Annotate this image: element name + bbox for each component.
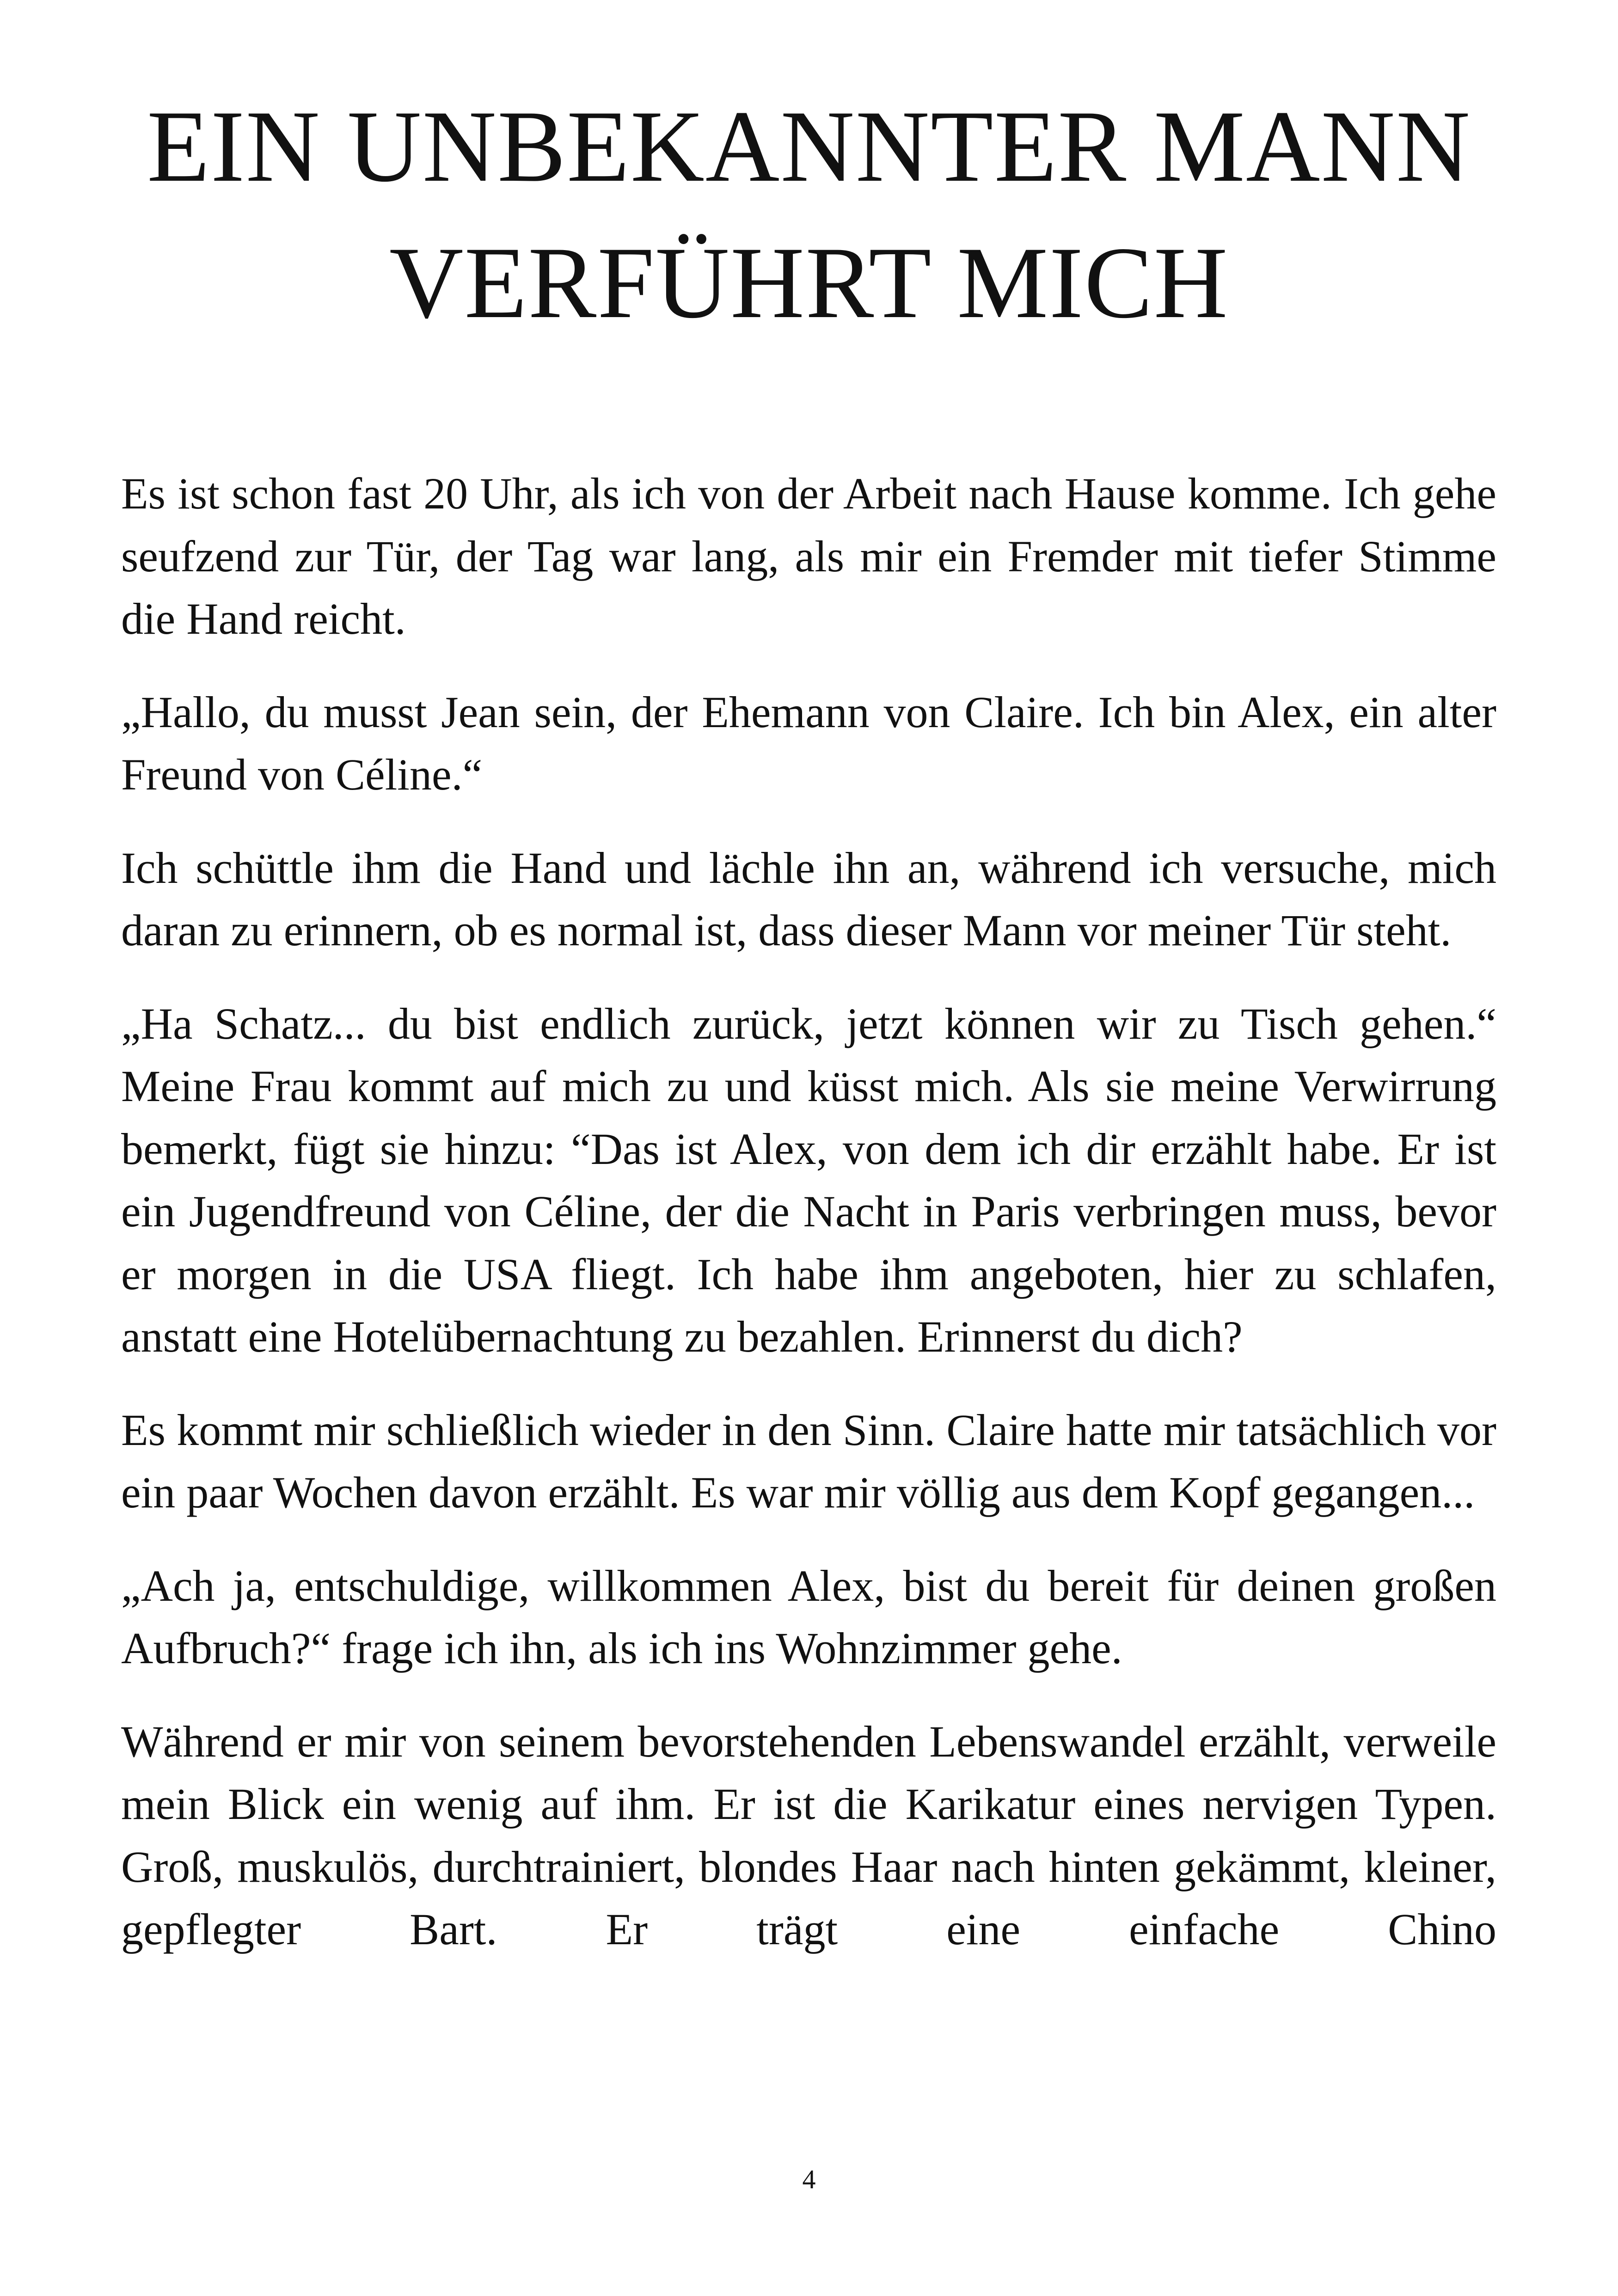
- chapter-title-line-1: EIN UNBEKANNTER MANN: [147, 90, 1471, 203]
- paragraph-4: „Ha Schatz... du bist endlich zurück, jetzt können wir zu Tisch gehen.“ Meine Frau kommt auf mich zu und küsst mich. Als sie meine Verwirrung bemerkt, fügt sie hinzu: “Das ist Alex, von dem ich dir erzählt habe. Er ist ein Jugendfreund von Céline, der die Nacht in Paris verbringen muss, bevor er morgen in die USA fliegt. Ich habe ihm angeboten, hier zu schlafen, anstatt eine Hotelübernachtung zu bezahlen. Erinnerst du dich?: [121, 998, 1496, 1361]
- chapter-title: [116, 79, 1502, 351]
- chapter-title-line-2: VERFÜHRT MICH: [389, 226, 1229, 340]
- paragraph-7: Während er mir von seinem bevorstehenden Lebenswandel erzählt, verweile mein Blick ein wenig auf ihm. Er ist die Karikatur eines nervigen Typen. Groß, muskulös, durchtrainiert, blondes Haar nach hinten gekämmt, kleiner, gepflegter Bart. Er trägt eine einfache Chino: [121, 1716, 1496, 1954]
- paragraph-6: „Ach ja, entschuldige, willkommen Alex, bist du bereit für deinen großen Aufbruch?“ frage ich ihn, als ich ins Wohnzimmer gehe.: [121, 1561, 1496, 1673]
- paragraph-1: Es ist schon fast 20 Uhr, als ich von der Arbeit nach Hause komme. Ich gehe seufzend zur Tür, der Tag war lang, als mir ein Fremder mit tiefer Stimme die Hand reicht.: [121, 469, 1496, 643]
- body-text: [121, 462, 1496, 1961]
- paragraph-2: „Hallo, du musst Jean sein, der Ehemann von Claire. Ich bin Alex, ein alter Freund von Céline.“: [121, 687, 1496, 799]
- paragraph-5: Es kommt mir schließlich wieder in den Sinn. Claire hatte mir tatsächlich vor ein paar Wochen davon erzählt. Es war mir völlig aus dem Kopf gegangen...: [121, 1405, 1496, 1517]
- page-number: 4: [802, 2164, 816, 2194]
- paragraph-3: Ich schüttle ihm die Hand und lächle ihn an, während ich versuche, mich daran zu erinnern, ob es normal ist, dass dieser Mann vor meiner Tür steht.: [121, 843, 1496, 955]
